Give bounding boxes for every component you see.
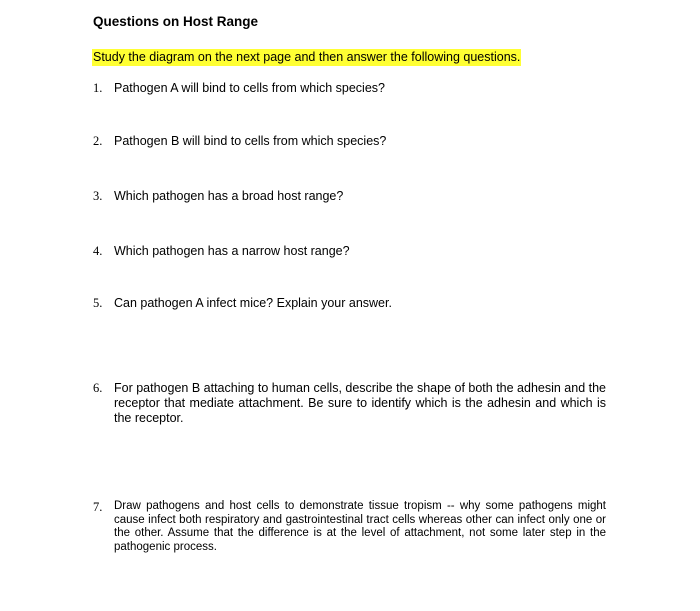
- question-text: Draw pathogens and host cells to demonstrate tissue tropism -- why some pathogens might cause infect both respiratory and gastrointestinal tract cells whereas other can infect only one or the other. Assume that the difference is at the level of attachment, not some later step in the pathogenic process.: [114, 500, 606, 553]
- question-number: 5.: [93, 296, 103, 310]
- question-1: [93, 81, 606, 96]
- question-number: 2.: [93, 134, 103, 148]
- question-text: Pathogen A will bind to cells from which species?: [114, 81, 385, 95]
- question-number: 3.: [93, 189, 103, 203]
- question-2: [93, 134, 606, 149]
- question-5: [93, 296, 606, 311]
- question-number: 1.: [93, 81, 103, 95]
- question-4: [93, 244, 606, 259]
- question-3: [93, 189, 606, 204]
- question-number: 7.: [93, 500, 103, 514]
- question-7: [93, 500, 606, 554]
- question-number: 4.: [93, 244, 103, 258]
- highlighted-instruction: Study the diagram on the next page and then answer the following questions.: [93, 50, 521, 64]
- question-text: Which pathogen has a broad host range?: [114, 189, 344, 203]
- question-text: For pathogen B attaching to human cells, describe the shape of both the adhesin and the receptor that mediate attachment. Be sure to identify which is the adhesin and which is the receptor.: [114, 381, 607, 425]
- question-text: Pathogen B will bind to cells from which species?: [114, 134, 387, 148]
- question-number: 6.: [93, 381, 103, 395]
- question-6: [93, 381, 606, 426]
- question-text: Which pathogen has a narrow host range?: [114, 244, 350, 258]
- question-text: Can pathogen A infect mice? Explain your answer.: [114, 296, 392, 310]
- page-title: Questions on Host Range: [93, 14, 259, 29]
